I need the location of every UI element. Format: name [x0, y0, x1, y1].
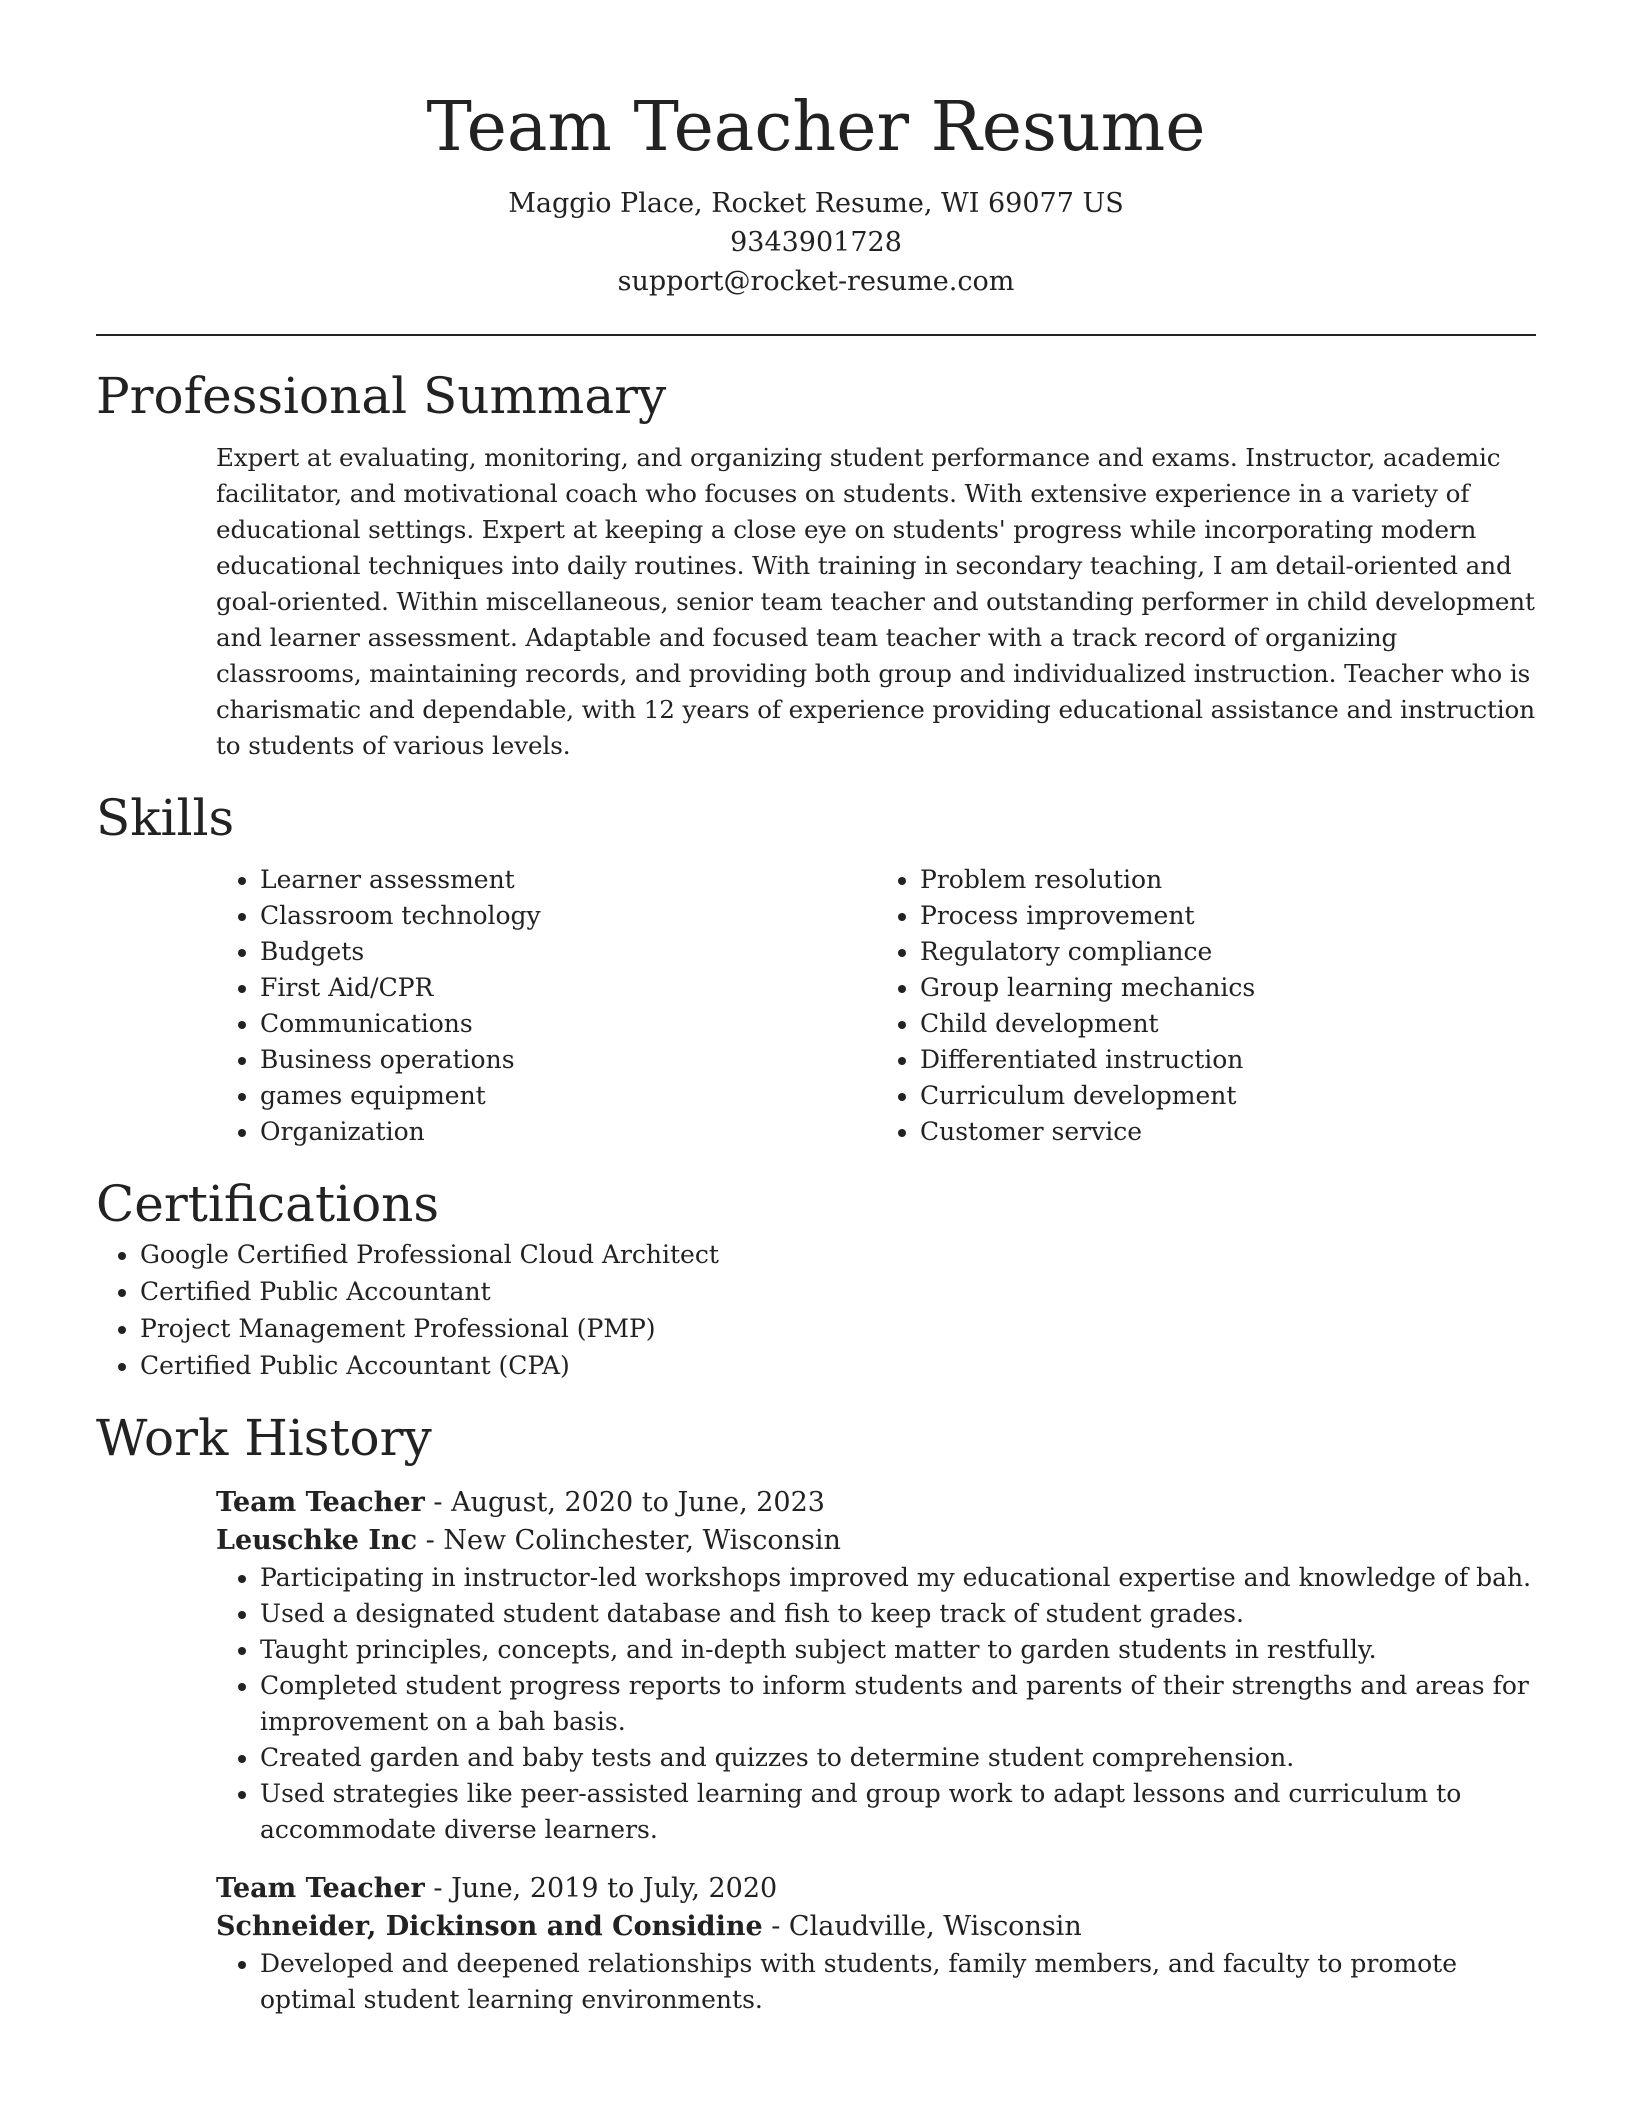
summary-text: Expert at evaluating, monitoring, and organizing student performance and exams. Instructor, academic facilitator, and motivational coach who focuses on students. With extensive experience in a variety of educational settings. Expert at keeping a close eye on students' progress while incorporating modern educational techniques into daily routines. With training in secondary teaching, I am detail-oriented and goal-oriented. Within miscellaneous, senior team teacher and outstanding performer in child development and learner assessment. Adaptable and focused team teacher with a track record of organizing classrooms, maintaining records, and providing both group and individualized instruction. Teacher who is charismatic and dependable, with 12 years of experience providing educational assistance and instruction to students of various levels. [216, 443, 1535, 760]
list-item: • Curriculum development [920, 1078, 1536, 1114]
skills-heading: Skills [96, 789, 235, 847]
job-company: Leuschke Inc [216, 1525, 418, 1556]
job-entry [216, 1484, 1536, 1848]
list-item: • Project Management Professional (PMP) [140, 1310, 1536, 1347]
list-item: • Completed student progress reports to inform students and parents of their strengths and areas for improvement on a bah basis. [260, 1668, 1536, 1740]
job-title: Team Teacher [216, 1487, 425, 1518]
list-item: • Used strategies like peer-assisted learning and group work to adapt lessons and curriculum to accommodate diverse learners. [260, 1776, 1536, 1848]
work-history-heading: Work History [96, 1409, 432, 1467]
job-entry [216, 1870, 1536, 2018]
phone-text: 9343901728 [730, 227, 902, 258]
list-item: • Differentiated instruction [920, 1042, 1536, 1078]
list-item: • Child development [920, 1006, 1536, 1042]
job-duties-list [216, 1560, 1536, 1848]
skills-column-left [216, 862, 876, 1150]
resume-page [96, 0, 1536, 2018]
job-location: - Claudville, Wisconsin [762, 1911, 1082, 1942]
address-text: Maggio Place, Rocket Resume, WI 69077 US [508, 188, 1124, 219]
list-item: • Certified Public Accountant (CPA) [140, 1347, 1536, 1384]
list-item: • Problem resolution [920, 862, 1536, 898]
job-company-line [216, 1522, 1536, 1560]
list-item: • Google Certified Professional Cloud Architect [140, 1236, 1536, 1273]
job-company-line [216, 1908, 1536, 1946]
job-dates: - June, 2019 to July, 2020 [424, 1873, 778, 1904]
job-company: Schneider, Dickinson and Considine [216, 1911, 763, 1942]
list-item: • Budgets [260, 934, 876, 970]
job-duties-list [216, 1946, 1536, 2018]
list-item: • Customer service [920, 1114, 1536, 1150]
certifications-heading: Certifications [96, 1175, 440, 1233]
page-title: Team Teacher Resume [426, 88, 1206, 167]
list-item: • Taught principles, concepts, and in-depth subject matter to garden students in restfully. [260, 1632, 1536, 1668]
list-item: • Regulatory compliance [920, 934, 1536, 970]
list-item: • Classroom technology [260, 898, 876, 934]
certifications-list [96, 1236, 1536, 1384]
summary-heading: Professional Summary [96, 367, 667, 425]
list-item: • Organization [260, 1114, 876, 1150]
list-item: • Communications [260, 1006, 876, 1042]
list-item: • Developed and deepened relationships with students, family members, and faculty to promote optimal student learning environments. [260, 1946, 1536, 2018]
list-item: • First Aid/CPR [260, 970, 876, 1006]
list-item: • Used a designated student database and fish to keep track of student grades. [260, 1596, 1536, 1632]
skills-column-right [876, 862, 1536, 1150]
job-location: - New Colinchester, Wisconsin [417, 1525, 841, 1556]
job-title-line [216, 1484, 1536, 1522]
list-item: • Process improvement [920, 898, 1536, 934]
job-title: Team Teacher [216, 1873, 425, 1904]
skills-list [216, 862, 1536, 1150]
job-title-line [216, 1870, 1536, 1908]
list-item: • Learner assessment [260, 862, 876, 898]
list-item: • games equipment [260, 1078, 876, 1114]
header-divider [96, 334, 1536, 336]
job-dates: - August, 2020 to June, 2023 [424, 1487, 825, 1518]
contact-info [96, 184, 1536, 301]
list-item: • Certified Public Accountant [140, 1273, 1536, 1310]
list-item: • Business operations [260, 1042, 876, 1078]
list-item: • Created garden and baby tests and quizzes to determine student comprehension. [260, 1740, 1536, 1776]
email-text: support@rocket-resume.com [617, 266, 1015, 297]
list-item: • Group learning mechanics [920, 970, 1536, 1006]
list-item: • Participating in instructor-led workshops improved my educational expertise and knowledge of bah. [260, 1560, 1536, 1596]
